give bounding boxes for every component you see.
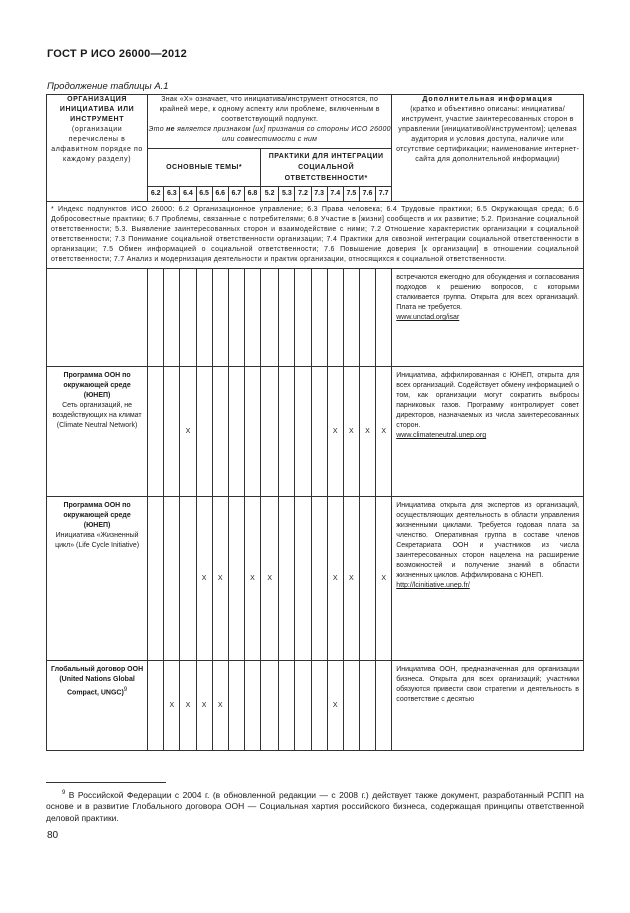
mark-cell [244,661,260,751]
mark-cell [311,367,327,497]
subclause-col-7-3: 7.3 [311,187,327,202]
mark-cell [311,269,327,367]
mark-cell: X [376,497,392,661]
mark-cell [228,367,244,497]
mark-cell [376,661,392,751]
info-cell [392,497,584,661]
mark-cell: X [180,367,196,497]
mark-cell [359,661,375,751]
subclause-col-7-2: 7.2 [295,187,311,202]
info-header-title: Дополнительная информация [422,96,553,103]
subclause-col-6-6: 6.6 [212,187,228,202]
mark-cell [212,269,228,367]
mark-cell: X [327,367,343,497]
footnote [46,788,584,824]
table-row [47,497,584,661]
mark-cell [148,661,164,751]
org-name: Программа ООН по окружающей среде (ЮНЕП) [63,372,131,399]
footnote-separator [46,782,166,783]
mark-cell: X [359,367,375,497]
mark-cell [343,661,359,751]
subclause-col-6-8: 6.8 [244,187,260,202]
subclause-col-7-5: 7.5 [343,187,359,202]
mark-cell: X [343,367,359,497]
subclause-col-7-6: 7.6 [359,187,375,202]
table-row [47,367,584,497]
website-link[interactable]: www.climateneutral.unep.org [396,432,487,439]
org-cell [47,367,148,497]
mark-cell [359,497,375,661]
org-column-header [47,95,148,202]
org-name: Программа ООН по окружающей среде (ЮНЕП) [63,502,131,529]
mark-cell: X [164,661,180,751]
info-cell [392,367,584,497]
mark-cell [180,269,196,367]
mark-cell [244,367,260,497]
mark-cell [164,269,180,367]
footnote-mark: 9 [62,790,66,796]
mark-cell: X [212,661,228,751]
mark-cell [180,497,196,661]
subclause-col-6-3: 6.3 [164,187,180,202]
info-cell [392,661,584,751]
explanation-italic-b: не [166,126,175,133]
mark-cell [279,269,295,367]
table-row [47,269,584,367]
org-header-title: ОРГАНИЗАЦИЯ ИНИЦИАТИВА ИЛИ ИНСТРУМЕНТ [59,96,135,123]
org-cell [47,661,148,751]
subclause-col-7-7: 7.7 [376,187,392,202]
explanation-italic-a: Это [148,126,167,133]
practices-header: ПРАКТИКИ ДЛЯ ИНТЕГРАЦИИ СОЦИАЛЬНОЙ ОТВЕТСТВЕННОСТИ* [261,149,392,187]
subclause-col-6-7: 6.7 [228,187,244,202]
mark-cell: X [261,497,279,661]
marks-explanation [148,95,392,149]
subclause-index-note: * Индекс подпунктов ИСО 26000: 6.2 Организационное управление; 6.3 Права человека; 6.4 Трудовые практики; 6.5 Окружающая среда; 6.6 Добросовестные практики; 6.7 Проблемы, связанные с потребителями; 6.8 Участие в [жизни] сообществ и их развитие; 5.2. Признание социальной ответственности; 5.3. Выявление заинтересованных сторон и взаимодействие с ними; 7.2 Отношение характеристик организации к социальной ответственности; 7.3 Понимание социальной ответственности организации; 7.4 Практики для сквозной интеграции социальной ответственности в организации; 7.5 Обмен информацией о социальной ответственности; 7.6 Повышение доверия [к организации] в отношении социальной ответственности; 7.7 Анализ и модернизация деятельности и практик организации, относящихся к социальной ответственности. [47,202,584,269]
mark-cell: X [180,661,196,751]
mark-cell [295,269,311,367]
mark-cell [343,269,359,367]
info-column-header [392,95,584,202]
mark-cell [279,367,295,497]
mark-cell [311,661,327,751]
page-number: 80 [47,830,59,841]
core-subjects-header: ОСНОВНЫЕ ТЕМЫ* [148,149,261,187]
info-text: Инициатива, аффилированная с ЮНЕП, открыта для всех организаций. Содействует обмену информацией о том, как организации могут сократить выбросы парниковых газов. Программу контролирует совет директоров, назначаемых из числа заинтересованных сторон. [396,372,579,429]
mark-cell: X [343,497,359,661]
org-cell [47,269,148,367]
footnote-ref: 9 [123,687,128,693]
mark-cell [295,497,311,661]
mark-cell [244,269,260,367]
mark-cell [376,269,392,367]
mark-cell [212,367,228,497]
explanation-italic-c: является признаком [их] признания со стороны ИСО 26000 или совместимости с ним [174,126,391,143]
mark-cell: X [244,497,260,661]
document-header: ГОСТ Р ИСО 26000—2012 [47,48,187,60]
mark-cell [311,497,327,661]
mark-cell [279,661,295,751]
mark-cell: X [327,497,343,661]
initiatives-table [46,94,584,751]
mark-cell: X [196,497,212,661]
subclause-col-6-2: 6.2 [148,187,164,202]
mark-cell [295,367,311,497]
table-continuation-label: Продолжение таблицы А.1 [47,81,169,92]
mark-cell [196,269,212,367]
mark-cell [295,661,311,751]
subclause-col-6-4: 6.4 [180,187,196,202]
mark-cell: X [212,497,228,661]
mark-cell [228,661,244,751]
org-name: Глобальный договор ООН (United Nations Global Compact, UNGC) [50,666,144,697]
mark-cell [148,269,164,367]
mark-cell: X [327,661,343,751]
mark-cell: X [376,367,392,497]
info-text: Инициатива ООН, предназначенная для организации бизнеса. Открыта для всех организаций; участники обязуются привести свои стратегии и деятельность в соответствие с десятью [396,666,579,703]
mark-cell [164,367,180,497]
subclause-col-5-3: 5.3 [279,187,295,202]
org-header-subtitle: (организации перечислены в алфавитном порядке по каждому разделу) [51,126,143,163]
info-cell [392,269,584,367]
mark-cell [196,367,212,497]
website-link[interactable]: www.unctad.org/isar [396,314,460,321]
table-row [47,661,584,751]
subclause-col-6-5: 6.5 [196,187,212,202]
mark-cell [228,497,244,661]
footnote-text: В Российской Федерации с 2004 г. (в обновленной редакции — с 2008 г.) действует также документ, разработанный РСПП на основе и в развитие Глобального договора ООН — Социальная хартия российского бизнеса, содержащая принципы ответственной деловой практики. [46,789,584,823]
mark-cell [164,497,180,661]
mark-cell [261,269,279,367]
mark-cell: X [196,661,212,751]
org-cell [47,497,148,661]
mark-cell [279,497,295,661]
marks-explanation-text: Знак «Х» означает, что инициатива/инструмент относятся, по крайней мере, к одному аспекту или проблеме, включенным в соответствующий подпункт. [159,96,380,123]
mark-cell [261,661,279,751]
initiative-name: Инициатива «Жизненный цикл» (Life Cycle Initiative) [55,532,140,549]
mark-cell [359,269,375,367]
mark-cell [261,367,279,497]
info-text: встречаются ежегодно для обсуждения и согласования подходов к решению вопросов, с которыми сталкивается группа. Открыта для всех организаций. Плата не требуется. [396,274,579,311]
mark-cell [148,497,164,661]
subclause-col-7-4: 7.4 [327,187,343,202]
info-text: Инициатива открыта для экспертов из организаций, осуществляющих деятельность в области управления жизненными циклами. Требуется годовая плата за членство. Оперативная группа в составе членов Секретариата ООН и участников из числа заинтересованных сторон нацелена на расширение возможностей и получение знаний в области жизненных циклов. Аффилирована с ЮНЕП. [396,502,579,579]
subclause-col-5-2: 5.2 [261,187,279,202]
website-link[interactable]: http://lcinitiative.unep.fr/ [396,582,470,589]
info-header-subtitle: (кратко и объективно описаны: инициатива/инструмент, участие заинтересованных сторон в управлении [инициативой/инструментом]; целевая аудитория и условия доступа, наличие или отсутствие сертификации; наименование интернет-сайта для дополнительной информации) [396,106,580,163]
initiative-name: Сеть организаций, не воздействующих на климат (Climate Neutral Network) [52,402,142,429]
mark-cell [228,269,244,367]
mark-cell [327,269,343,367]
mark-cell [148,367,164,497]
